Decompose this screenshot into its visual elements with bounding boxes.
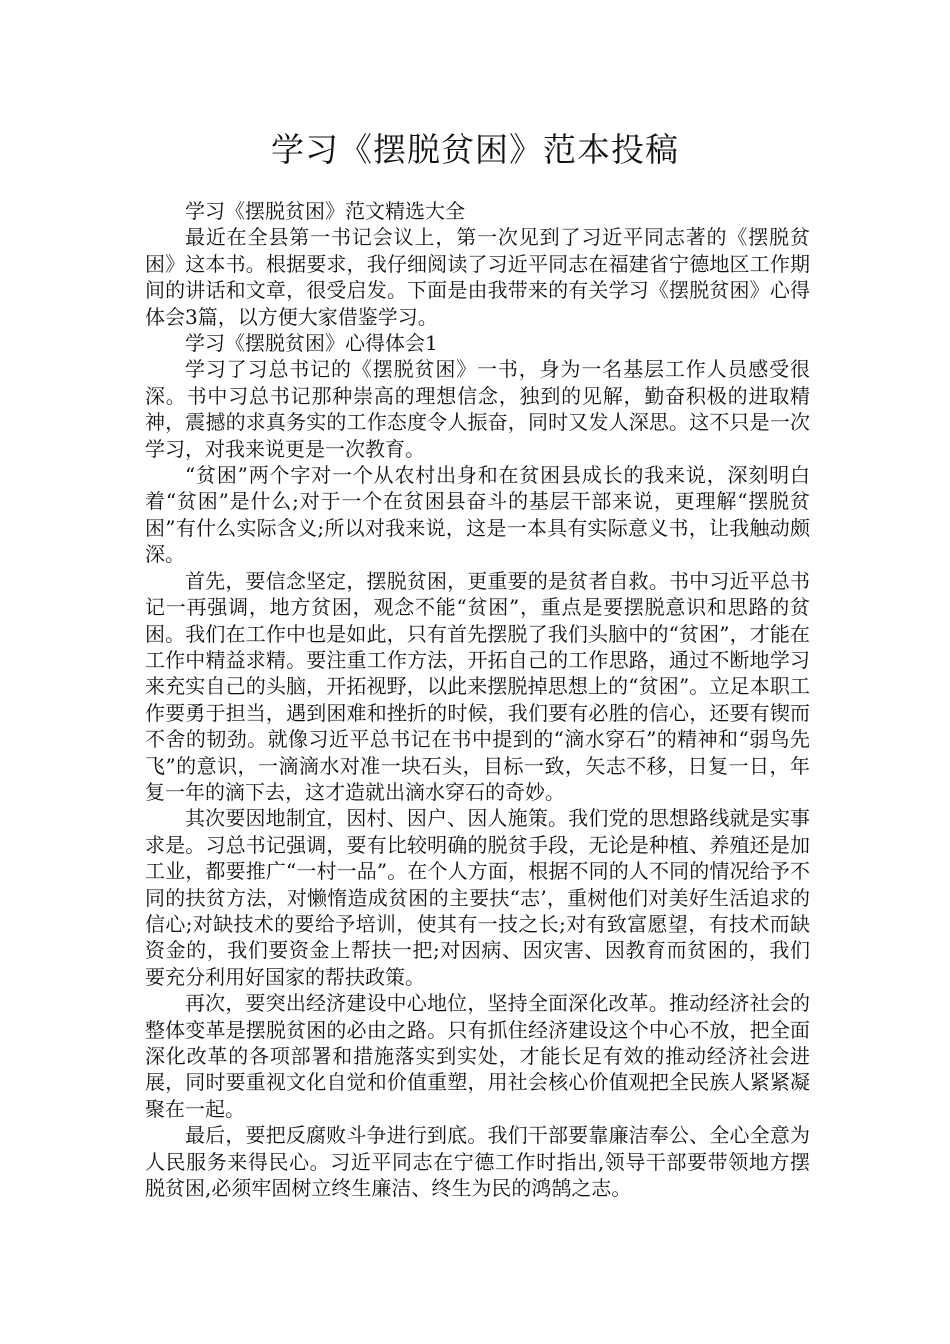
section-heading: 学习《摆脱贫困》范文精选大全 (185, 199, 465, 223)
body-paragraph: 再次，要突出经济建设中心地位，坚持全面深化改革。推动经济社会的整体变革是摆脱贫困的必由之路。只有抓住经济建设这个中心不放，把全面深化改革的各项部署和措施落实到实处，才能长足有效的推动经济社会进展，同时要重视文化自觉和价值重塑，用社会核心价值观把全民族人紧紧凝聚在一起。 (145, 991, 810, 1121)
document-body (145, 198, 810, 1201)
body-paragraph: 学习了习总书记的《摆脱贫困》一书，身为一名基层工作人员感受很深。书中习总书记那种崇高的理想信念，独到的见解，勤奋积极的进取精神，震撼的求真务实的工作态度令人振奋，同时又发人深思。这不只是一次学习，对我来说更是一次教育。 (145, 357, 810, 461)
intro-paragraph: 最近在全县第一书记会议上，第一次见到了习近平同志著的《摆脱贫困》这本书。根据要求，我仔细阅读了习近平同志在福建省宁德地区工作期间的讲话和文章，很受启发。下面是由我带来的有关学习《摆脱贫困》心得体会3篇，以方便大家借鉴学习。 (145, 225, 810, 329)
body-paragraph: 首先，要信念坚定，摆脱贫困，更重要的是贫者自救。书中习近平总书记一再强调，地方贫困，观念不能“贫困”，重点是要摆脱意识和思路的贫困。我们在工作中也是如此，只有首先摆脱了我们头脑中的“贫困”，才能在工作中精益求精。要注重工作方法，开拓自己的工作思路，通过不断地学习来充实自己的头脑，开拓视野，以此来摆脱掉思想上的“贫困”。立足本职工作要勇于担当，遇到困难和挫折的时候，我们要有必胜的信心，还要有锲而不舍的韧劲。就像习近平总书记在书中提到的“滴水穿石”的精神和“弱鸟先飞”的意识，一滴滴水对准一块石头，目标一致，矢志不移，日复一日，年复一年的滴下去，这才造就出滴水穿石的奇妙。 (145, 568, 810, 804)
body-paragraph: 其次要因地制宜，因村、因户、因人施策。我们党的思想路线就是实事求是。习总书记强调，要有比较明确的脱贫手段，无论是种植、养殖还是加工业，都要推广“一村一品”。在个人方面，根据不同的人不同的情况给予不同的扶贫方法，对懒惰造成贫困的主要扶“志’，重树他们对美好生活追求的信心;对缺技术的要给予培训，使其有一技之长;对有致富愿望，有技术而缺资金的，我们要资金上帮扶一把;对因病、因灾害、因教育而贫困的，我们要充分利用好国家的帮扶政策。 (145, 806, 810, 989)
essay-heading: 学习《摆脱贫困》心得体会1 (185, 331, 438, 356)
body-paragraph: “贫困”两个字对一个从农村出身和在贫困县成长的我来说，深刻明白着“贫困”是什么;对于一个在贫困县奋斗的基层干部来说，更理解“摆脱贫困”有什么实际含义;所以对我来说，这是一本具有实际意义书，让我触动颇深。 (145, 463, 810, 567)
body-paragraph: 最后，要把反腐败斗争进行到底。我们干部要靠廉洁奉公、全心全意为人民服务来得民心。习近平同志在宁德工作时指出,领导干部要带领地方摆脱贫困,必须牢固树立终生廉洁、终生为民的鸿鹄之志。 (145, 1123, 810, 1201)
document-title: 学习《摆脱贫困》范本投稿 (271, 130, 679, 169)
